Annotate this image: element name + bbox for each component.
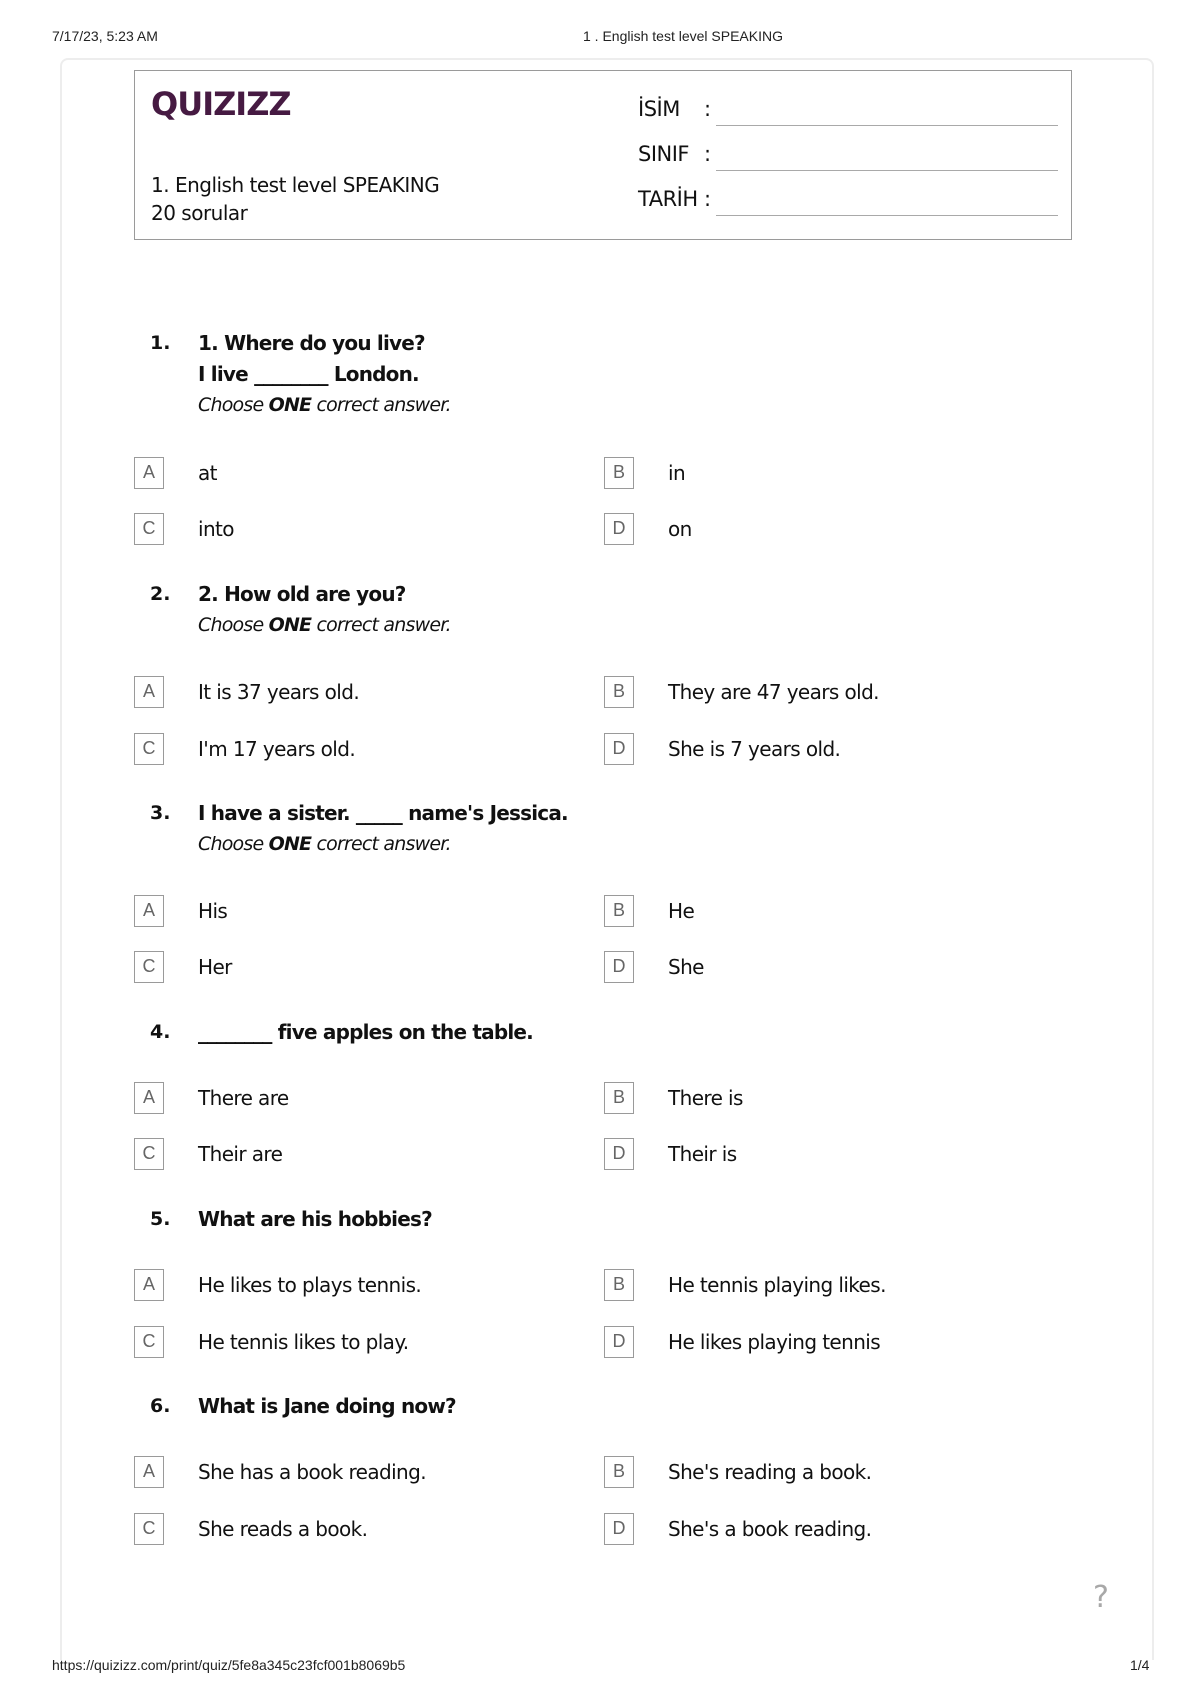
option-a-box[interactable]: A: [134, 676, 164, 708]
option-c-box[interactable]: C: [134, 951, 164, 983]
option-a-text[interactable]: There are: [198, 1086, 289, 1110]
option-a-box[interactable]: A: [134, 1269, 164, 1301]
option-a-box[interactable]: A: [134, 1456, 164, 1488]
option-a-text[interactable]: It is 37 years old.: [198, 680, 360, 704]
option-d-box[interactable]: D: [604, 733, 634, 765]
option-b-box[interactable]: B: [604, 1082, 634, 1114]
field-colon: :: [704, 187, 712, 211]
question-number: 1.: [150, 332, 171, 354]
field-line: [716, 125, 1058, 126]
option-c-text[interactable]: She reads a book.: [198, 1517, 368, 1541]
question-text: ________ five apples on the table.: [198, 1020, 533, 1044]
print-footer: [0, 1657, 1200, 1677]
option-c-box[interactable]: C: [134, 1138, 164, 1170]
option-c-text[interactable]: I'm 17 years old.: [198, 737, 356, 761]
field-label: TARİH: [638, 187, 698, 211]
option-d-text[interactable]: She is 7 years old.: [668, 737, 841, 761]
option-c-text[interactable]: Her: [198, 955, 232, 979]
option-b-text[interactable]: He: [668, 899, 695, 923]
option-d-box[interactable]: D: [604, 1138, 634, 1170]
option-b-box[interactable]: B: [604, 1269, 634, 1301]
print-url: https://quizizz.com/print/quiz/5fe8a345c23fcf001b8069b5: [52, 1657, 406, 1673]
question-text: 1. Where do you live?: [198, 331, 425, 355]
question-number: 5.: [150, 1208, 171, 1230]
option-a-text[interactable]: His: [198, 899, 228, 923]
option-c-text[interactable]: Their are: [198, 1142, 283, 1166]
question-text: What are his hobbies?: [198, 1207, 432, 1231]
option-c-box[interactable]: C: [134, 513, 164, 545]
print-header: [0, 28, 1200, 48]
print-title: 1 . English test level SPEAKING: [583, 28, 783, 44]
question-count: 20 sorular: [151, 201, 248, 225]
option-c-text[interactable]: into: [198, 517, 234, 541]
question-hint: Choose ONE correct answer.: [198, 833, 451, 855]
option-d-box[interactable]: D: [604, 1513, 634, 1545]
option-a-text[interactable]: He likes to plays tennis.: [198, 1273, 422, 1297]
question-hint: Choose ONE correct answer.: [198, 394, 451, 416]
option-d-text[interactable]: She: [668, 955, 704, 979]
option-c-box[interactable]: C: [134, 1513, 164, 1545]
option-b-box[interactable]: B: [604, 895, 634, 927]
option-a-text[interactable]: She has a book reading.: [198, 1460, 426, 1484]
page-number: 1/4: [1130, 1657, 1150, 1673]
question-text-line2: I live ________ London.: [198, 362, 419, 386]
quiz-header-box: [134, 70, 1072, 240]
option-b-text[interactable]: She's reading a book.: [668, 1460, 872, 1484]
field-colon: :: [704, 142, 712, 166]
date-field[interactable]: [638, 183, 1058, 217]
question-number: 4.: [150, 1021, 171, 1043]
option-d-text[interactable]: Their is: [668, 1142, 737, 1166]
field-line: [716, 215, 1058, 216]
option-a-box[interactable]: A: [134, 457, 164, 489]
option-d-text[interactable]: He likes playing tennis: [668, 1330, 881, 1354]
question-number: 6.: [150, 1395, 171, 1417]
option-b-text[interactable]: They are 47 years old.: [668, 680, 879, 704]
option-c-text[interactable]: He tennis likes to play.: [198, 1330, 409, 1354]
option-b-text[interactable]: in: [668, 461, 686, 485]
print-datetime: 7/17/23, 5:23 AM: [52, 28, 158, 44]
option-b-box[interactable]: B: [604, 676, 634, 708]
option-b-text[interactable]: He tennis playing likes.: [668, 1273, 886, 1297]
class-field[interactable]: [638, 138, 1058, 172]
question-number: 2.: [150, 583, 171, 605]
option-a-box[interactable]: A: [134, 895, 164, 927]
question-number: 3.: [150, 802, 171, 824]
field-label: SINIF: [638, 142, 690, 166]
option-d-box[interactable]: D: [604, 1326, 634, 1358]
option-b-box[interactable]: B: [604, 1456, 634, 1488]
question-text: What is Jane doing now?: [198, 1394, 456, 1418]
field-label: İSİM: [638, 97, 680, 121]
option-d-box[interactable]: D: [604, 951, 634, 983]
quizizz-logo: QUIZIZZ: [151, 85, 291, 123]
option-b-text[interactable]: There is: [668, 1086, 743, 1110]
quiz-title: 1. English test level SPEAKING: [151, 173, 440, 197]
option-c-box[interactable]: C: [134, 733, 164, 765]
option-d-box[interactable]: D: [604, 513, 634, 545]
option-d-text[interactable]: She's a book reading.: [668, 1517, 872, 1541]
question-text: 2. How old are you?: [198, 582, 406, 606]
option-a-text[interactable]: at: [198, 461, 217, 485]
name-field[interactable]: [638, 93, 1058, 127]
question-text: I have a sister. _____ name's Jessica.: [198, 801, 568, 825]
help-icon[interactable]: ?: [1093, 1580, 1109, 1615]
question-hint: Choose ONE correct answer.: [198, 614, 451, 636]
option-d-text[interactable]: on: [668, 517, 692, 541]
option-a-box[interactable]: A: [134, 1082, 164, 1114]
option-c-box[interactable]: C: [134, 1326, 164, 1358]
page-frame: [60, 58, 1154, 1660]
field-colon: :: [704, 97, 712, 121]
field-line: [716, 170, 1058, 171]
option-b-box[interactable]: B: [604, 457, 634, 489]
